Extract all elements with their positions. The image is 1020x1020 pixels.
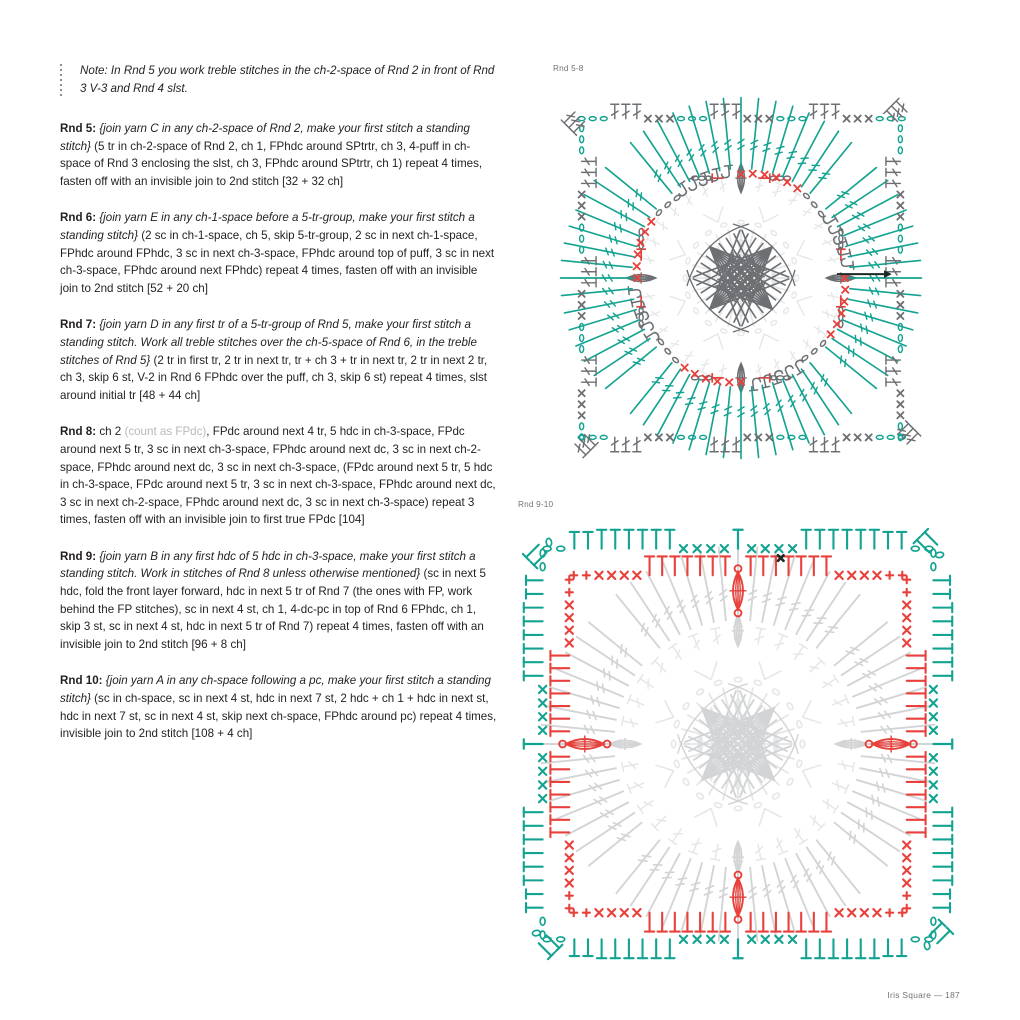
crochet-chart-rnd-9-10 [513,522,963,966]
instruction-rnd5 [60,120,498,190]
crochet-chart-rnd-5-8 [548,86,934,470]
rnd6-italic: {join yarn E in any ch-1-space before a 5-tr-group, make your first stitch a standing stitch} [60,211,475,242]
rnd8-label: Rnd 8: [60,425,97,439]
rnd7-label: Rnd 7: [60,318,97,332]
rnd8-body: , FPdc around next 4 tr, 5 hdc in ch-3-space, FPdc around next 5 tr, 3 sc in next ch-3-space, FPhdc around next dc, 3 sc in next ch-2-space, FPhdc around next dc, 3 sc in next ch-3-space, (FPdc around next 5 tr, 5 hdc in ch-3-space, FPdc around next 5 tr, 3 sc in next ch-3-space, FPhdc around next dc, 3 sc in next ch-2-space, FPhdc around next dc, 3 sc in next ch-3-space) repeat 3 times, fasten off with an invisible join to first true FPdc [104] [60,425,496,527]
page-footer: Iris Square — 187 [887,990,960,1000]
rnd8-pre: ch 2 [99,425,125,439]
rnd10-body: (sc in ch-space, sc in next 4 st, hdc in next 7 st, 2 hdc + ch 1 + hdc in next st, hdc in next 7 st, sc in next 4 st, skip next ch-space, FPhdc around pc) repeat 4 times, invisible join to 2nd stitch [108 + 4 ch] [60,692,497,741]
instruction-rnd10 [60,672,498,742]
note-text: Note: In Rnd 5 you work treble stitches in the ch-2-space of Rnd 2 in front of Rnd 3 V-3 and Rnd 4 slst. [80,64,495,95]
instruction-rnd8 [60,423,498,529]
note-dotted-rule [60,64,62,96]
instructions-column [60,62,498,762]
rnd6-label: Rnd 6: [60,211,97,225]
rnd6-body: (2 sc in ch-1-space, ch 5, skip 5-tr-group, 2 sc in next ch-1-space, FPhdc around FPhdc, 3 sc in next ch-3-space, FPhdc around top of puff, 3 sc in next ch-3-space, FPhdc around next FPhdc) repeat 4 times, fasten off with an invisible join to 2nd stitch [52 + 20 ch] [60,228,495,295]
rnd5-body: (5 tr in ch-2-space of Rnd 2, ch 1, FPhdc around SPtrtr, ch 3, 4-puff in ch-space of Rnd 3 enclosing the slst, ch 3, FPhdc around SPtrtr, ch 1) repeat 4 times, fasten off with an invisible join to 2nd stitch [32 + 32 ch] [60,139,483,188]
rnd10-label: Rnd 10: [60,674,103,688]
instruction-rnd7 [60,316,498,404]
rnd5-italic: {join yarn C in any ch-2-space of Rnd 2, make your first stitch a standing stitch} [60,122,470,153]
chart-1-label: Rnd 5-8 [553,64,584,73]
rnd8-muted-note: (count as FPdc) [124,425,207,439]
note-block [60,62,498,98]
rnd10-italic: {join yarn A in any ch-space following a pc, make your first stitch a standing stitch} [60,674,491,706]
instruction-rnd9 [60,548,498,654]
rnd9-label: Rnd 9: [60,549,97,563]
rnd5-label: Rnd 5: [60,122,97,135]
rnd9-body: (sc in next 5 hdc, fold the front layer forward, hdc in next 5 tr of Rnd 7 (the ones with FP, work behind the FP stitches), sc in next 4 st, ch 1, 4-dc-pc in top of Rnd 6 FPhdc, ch 1, skip 3 st, sc in next 4 st, hdc in next 5 tr of Rnd 7) repeat 4 times, fasten off with an invisible join to 2nd stitch [96 + 8 ch] [60,567,486,651]
rnd9-italic: {join yarn B in any first hdc of 5 hdc in ch-3-space, make your first stitch a standing stitch. Work in stitches of Rnd 8 unless otherwise mentioned} [60,549,476,581]
chart-2-label: Rnd 9-10 [518,500,554,509]
instruction-rnd6 [60,209,498,297]
rnd7-body: (2 tr in first tr, 2 tr in next tr, tr + ch 3 + tr in next tr, 2 tr in next 2 tr, ch 3, skip 6 st, V-2 in Rnd 6 FPhdc over the puff, ch 3, skip 6 st) repeat 4 times, slst around initial tr [48 + 44 ch] [60,353,488,402]
rnd7-italic: {join yarn D in any first tr of a 5-tr-group of Rnd 5, make your first stitch a standing stitch. Work all treble stitches over the ch-5-space of Rnd 6, in the treble stitches of Rnd 5} [60,318,477,367]
